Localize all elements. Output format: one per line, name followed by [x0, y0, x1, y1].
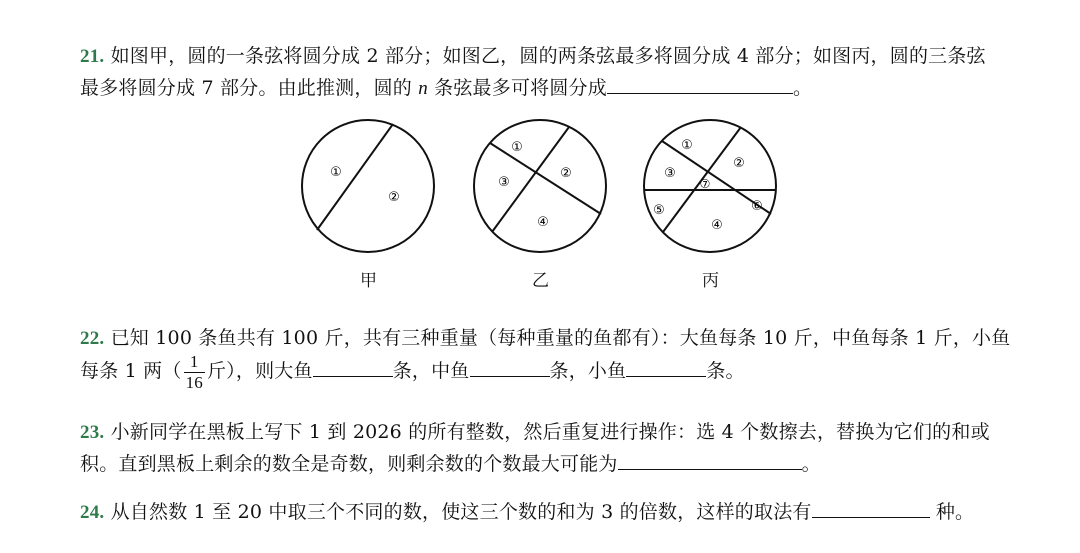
- figure-bing: [644, 120, 776, 252]
- figure-jia: [302, 120, 434, 252]
- figure-yi: [474, 120, 606, 252]
- q23-line1: [80, 420, 990, 445]
- figure-bing-region-5: ⑤: [653, 203, 665, 218]
- figure-jia-region-2: ②: [388, 190, 400, 205]
- q22-fraction: [184, 352, 205, 393]
- figure-bing-region-2: ②: [733, 156, 745, 171]
- figure-bing-region-4: ④: [711, 218, 723, 233]
- figure-bing-region-7: ⑦: [699, 177, 711, 191]
- figure-bing-caption: 丙: [702, 271, 719, 291]
- q24-line1: [80, 499, 974, 525]
- q22-fraction-numerator: 1: [184, 352, 205, 373]
- q22-fraction-denominator: 16: [185, 372, 203, 392]
- q22-line2: [80, 350, 745, 393]
- q23-answer-blank[interactable]: [618, 451, 802, 470]
- q21-number: 21.: [80, 46, 105, 67]
- q21-text-line2-b: 条弦最多可将圆分成: [427, 77, 607, 99]
- q23-text-line1: 小新同学在黑板上写下 1 到 2026 的所有整数，然后重复进行操作：选 4 个数擦去，替换为它们的和或: [110, 421, 990, 443]
- figure-yi-caption: 乙: [532, 271, 549, 291]
- q22-answer-blank-large-fish[interactable]: [313, 358, 393, 377]
- figure-bing-region-1: ①: [681, 138, 693, 153]
- figure-jia-circle: [302, 120, 434, 252]
- q22-line1: [80, 326, 1010, 351]
- q21-text-line2-end: 。: [792, 77, 813, 99]
- q21-text-line2-a: 最多将圆分成 7 部分。由此推测，圆的: [80, 77, 419, 99]
- q23-text-line2: 积。直到黑板上剩余的数全是奇数，则剩余数的个数最大可能为: [80, 453, 618, 475]
- q22-text-line2-e: 条。: [706, 360, 745, 382]
- q22-text-line2-d: 条，小鱼: [549, 360, 627, 382]
- q21-text-line1: 如图甲，圆的一条弦将圆分成 2 部分；如图乙，圆的两条弦最多将圆分成 4 部分；如图丙，圆的三条弦: [110, 45, 986, 67]
- q24-text-line1: 从自然数 1 至 20 中取三个不同的数，使这三个数的和为 3 的倍数，这样的取法有: [110, 501, 812, 523]
- q22-answer-blank-medium-fish[interactable]: [470, 358, 550, 377]
- figure-jia-caption: 甲: [360, 271, 377, 291]
- q23-number: 23.: [80, 422, 105, 443]
- q22-text-line2-c: 条，中鱼: [392, 360, 470, 382]
- figure-yi-region-3: ③: [498, 175, 510, 190]
- q22-text-line2-a: 每条 1 两（: [80, 360, 182, 382]
- q24-text-line1-end: 种。: [935, 501, 975, 523]
- figure-bing-region-6: ⑥: [751, 199, 763, 214]
- q24-answer-blank[interactable]: [812, 499, 930, 518]
- figure-yi-region-4: ④: [537, 215, 549, 230]
- q23-text-line2-end: 。: [801, 453, 821, 475]
- figure-yi-region-1: ①: [511, 140, 523, 155]
- q22-number: 22.: [80, 328, 105, 349]
- figure-jia-chord: [317, 124, 393, 230]
- q21-variable-n: n: [418, 78, 428, 99]
- figure-yi-circle: [474, 120, 606, 252]
- q22-answer-blank-small-fish[interactable]: [626, 358, 706, 377]
- figure-jia-region-1: ①: [330, 165, 342, 180]
- q23-line2: [80, 451, 821, 476]
- figure-bing-region-3: ③: [664, 166, 676, 181]
- q24-number: 24.: [80, 502, 105, 523]
- q22-text-line2-b: 斤），则大鱼: [206, 360, 313, 382]
- figure-yi-region-2: ②: [560, 166, 572, 181]
- q22-text-line1: 已知 100 条鱼共有 100 斤，共有三种重量（每种重量的鱼都有）：大鱼每条 10 斤，中鱼每条 1 斤，小鱼: [110, 327, 1011, 349]
